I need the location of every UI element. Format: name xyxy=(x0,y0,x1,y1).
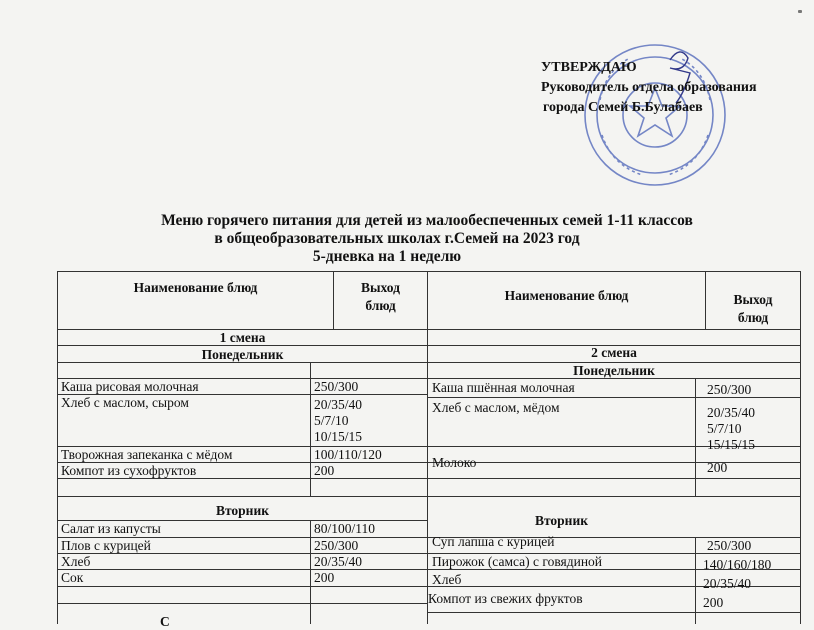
title-line-1: Меню горячего питания для детей из малообеспеченных семей 1-11 классов xyxy=(161,212,693,229)
left-mon-yield-1: 250/300 xyxy=(314,379,359,394)
right-mon-yield-3: 200 xyxy=(707,460,728,475)
shift-1-label: 1 смена xyxy=(219,330,266,345)
right-tue-dish-1: Суп лапша с курицей xyxy=(432,534,555,549)
title-line-3: 5-дневка на 1 неделю xyxy=(312,248,462,265)
left-mon-yield-2c: 10/15/15 xyxy=(314,429,363,444)
page-title xyxy=(0,212,814,266)
left-mon-dish-2: Хлеб с маслом, сыром xyxy=(61,395,189,410)
right-mon-yield-2c: 15/15/15 xyxy=(707,437,756,452)
header-yield-right-2: блюд xyxy=(737,310,769,325)
header-yield-left-2: блюд xyxy=(365,298,396,313)
left-mon-yield-2b: 5/7/10 xyxy=(314,413,349,428)
right-mon-yield-1: 250/300 xyxy=(707,382,752,397)
right-mon-yield-2b: 5/7/10 xyxy=(707,421,742,436)
header-dish-right: Наименование блюд xyxy=(504,288,629,303)
next-day-partial: С xyxy=(160,614,170,629)
left-tue-dish-2: Плов с курицей xyxy=(61,538,151,553)
left-tue-dish-1: Салат из капусты xyxy=(61,521,161,536)
right-tue-yield-3: 20/35/40 xyxy=(703,576,752,591)
right-tue-dish-4: Компот из свежих фруктов xyxy=(428,591,583,606)
left-tue-yield-4: 200 xyxy=(314,570,335,585)
approval-line-1: УТВЕРЖДАЮ xyxy=(541,60,637,75)
day-monday-left: Понедельник xyxy=(201,347,284,362)
scan-speck xyxy=(798,10,802,13)
left-tue-yield-2: 250/300 xyxy=(314,538,359,553)
approval-block xyxy=(541,58,757,118)
right-tue-yield-2: 140/160/180 xyxy=(703,557,772,572)
header-yield-left-1: Выход xyxy=(361,280,400,295)
day-monday-right: Понедельник xyxy=(573,363,655,378)
left-mon-dish-4: Компот из сухофруктов xyxy=(61,463,197,478)
shift-2-label: 2 смена xyxy=(591,345,637,360)
left-mon-dish-1: Каша рисовая молочная xyxy=(61,379,199,394)
right-tue-yield-1: 250/300 xyxy=(707,538,752,553)
right-tue-dish-3: Хлеб xyxy=(432,572,462,587)
header-dish-left: Наименование блюд xyxy=(133,280,258,295)
header-yield-right-1: Выход xyxy=(733,292,773,307)
title-line-2: в общеобразовательных школах г.Семей на 2023 год xyxy=(214,230,580,247)
left-mon-yield-4: 200 xyxy=(314,463,335,478)
left-tue-yield-1: 80/100/110 xyxy=(314,521,376,536)
approval-line-3: города Семей Б.Булабаев xyxy=(543,100,703,115)
approval-line-2: Руководитель отдела образования xyxy=(541,80,757,95)
right-mon-dish-3: Молоко xyxy=(432,455,477,470)
left-tue-yield-3: 20/35/40 xyxy=(314,554,363,569)
day-tuesday-left: Вторник xyxy=(215,503,270,518)
right-mon-dish-2: Хлеб с маслом, мёдом xyxy=(432,400,560,415)
left-tue-dish-3: Хлеб xyxy=(61,554,91,569)
left-mon-dish-3: Творожная запеканка с мёдом xyxy=(61,447,233,462)
left-mon-yield-2a: 20/35/40 xyxy=(314,397,363,412)
right-mon-dish-1: Каша пшённая молочная xyxy=(432,380,575,395)
right-tue-dish-2: Пирожок (самса) с говядиной xyxy=(432,554,603,569)
left-tue-dish-4: Сок xyxy=(61,570,84,585)
right-tue-yield-4: 200 xyxy=(703,595,724,610)
right-mon-yield-2a: 20/35/40 xyxy=(707,405,756,420)
left-mon-yield-3: 100/110/120 xyxy=(314,447,382,462)
day-tuesday-right: Вторник xyxy=(534,513,589,528)
